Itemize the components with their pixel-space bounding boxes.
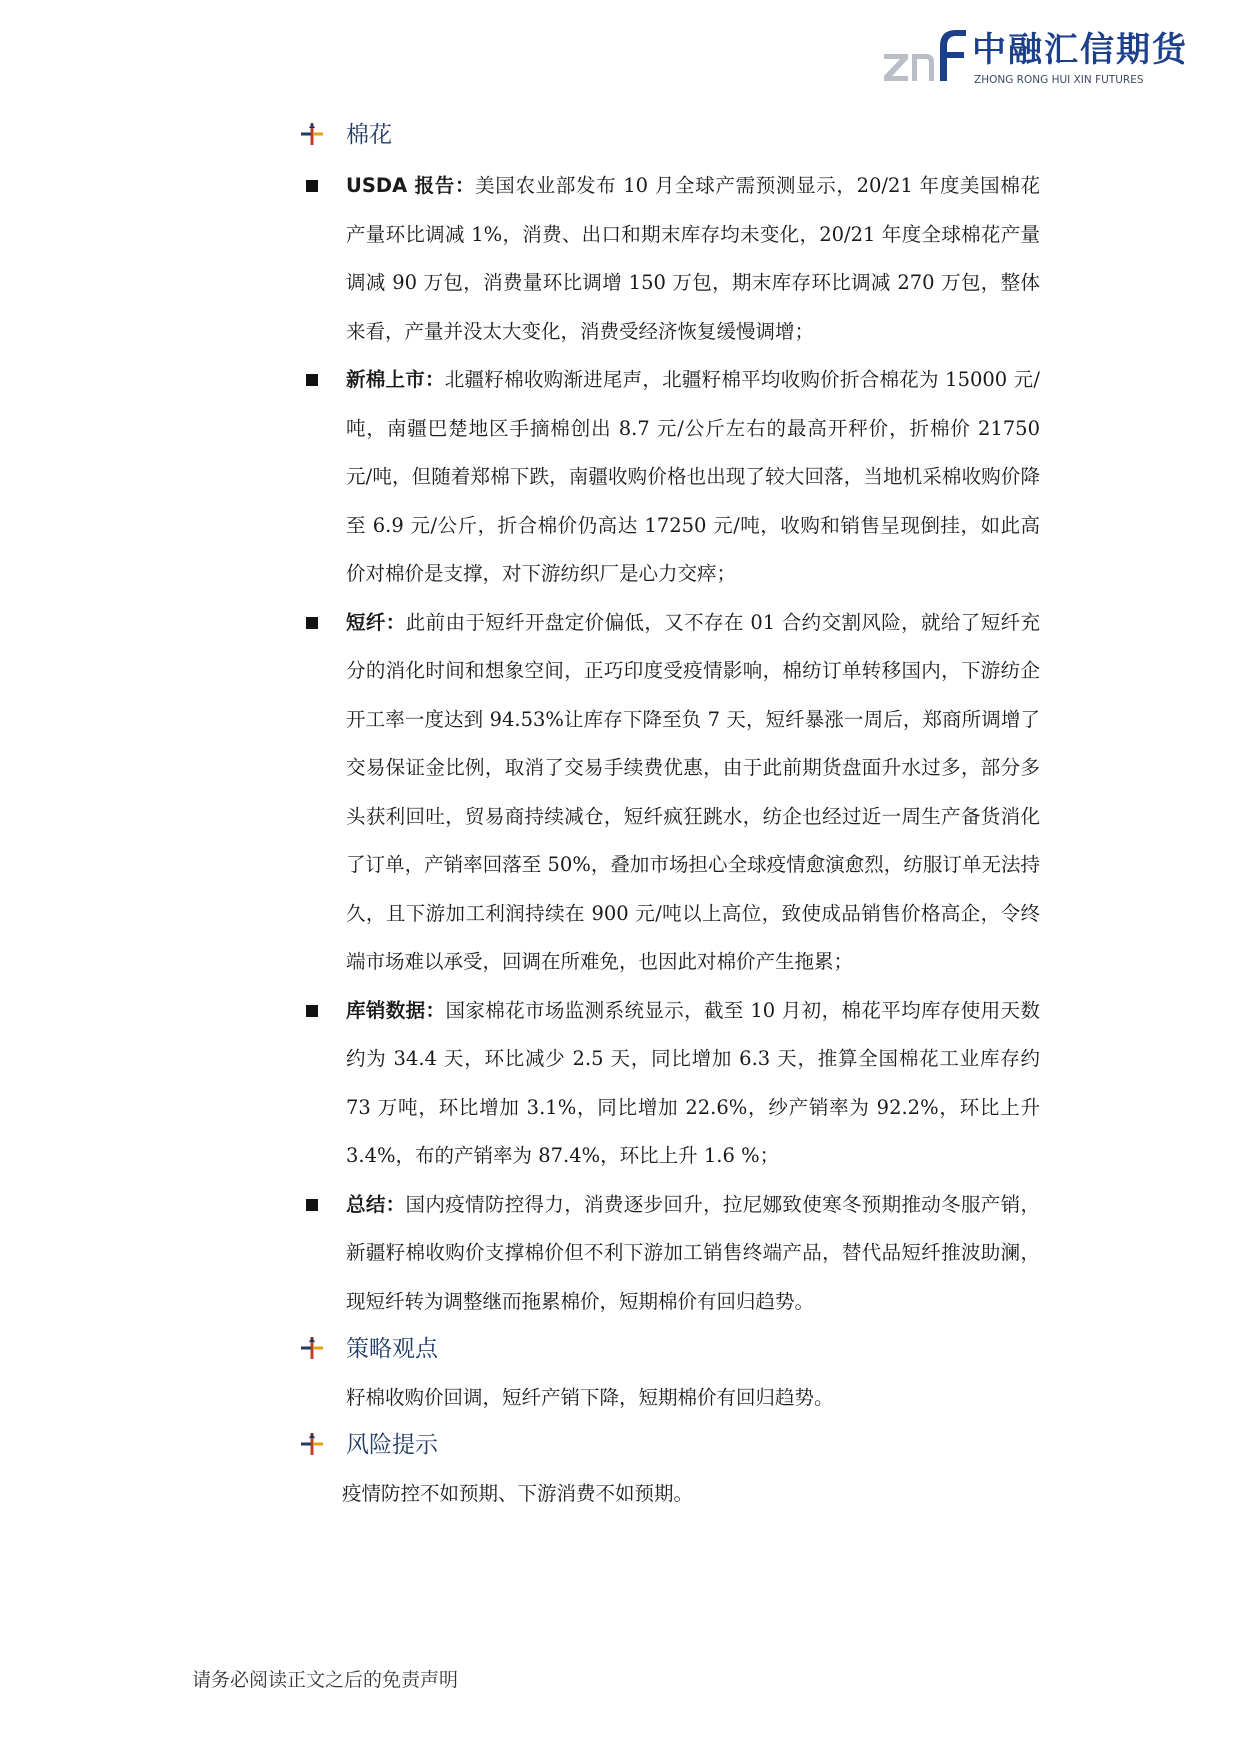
bullet-staple-fiber <box>300 599 1040 987</box>
risk-text: 疫情防控不如预期、下游消费不如预期。 <box>342 1482 694 1505</box>
bullet-square-icon <box>306 1005 318 1017</box>
bullet-summary <box>300 1181 1040 1327</box>
bullet-square-icon <box>306 180 318 192</box>
bullet-text: 此前由于短纤开盘定价偏低，又不存在 01 合约交割风险，就给了短纤充分的消化时间和想象空间，正巧印度受疫情影响，棉纺订单转移国内，下游纺企开工率一度达到 94.53%让库存下降至负 7 天，短纤暴涨一周后，郑商所调增了交易保证金比例，取消了交易手续费优惠，由于此前期货盘面升水过多，部分多头获利回吐，贸易商持续减仓，短纤疯狂跳水，纺企也经过近一周生产备货消化了订单，产销率回落至 50%，叠加市场担心全球疫情愈演愈烈，纺服订单无法持久，且下游加工利润持续在 900 元/吨以上高位，致使成品销售价格高企，令终端市场难以承受，回调在所难免，也因此对棉价产生拖累； <box>346 610 1040 973</box>
company-logo <box>880 24 1188 94</box>
section-heading-strategy <box>300 1328 1040 1372</box>
bullet-square-icon <box>306 617 318 629</box>
logo-english-name: ZHONG RONG HUI XIN FUTURES <box>974 74 1144 86</box>
bullet-label: 新棉上市： <box>346 368 445 391</box>
footer-disclaimer: 请务必阅读正文之后的免责声明 <box>192 1669 459 1691</box>
bullet-square-icon <box>306 1199 318 1211</box>
section-heading-cotton <box>300 114 1040 158</box>
bullet-text: 国内疫情防控得力，消费逐步回升，拉尼娜致使寒冬预期推动冬服产销，新疆籽棉收购价支撑棉价但不利下游加工销售终端产品，替代品短纤推波助澜，现短纤转为调整继而拖累棉价，短期棉价有回归趋势。 <box>346 1192 1040 1313</box>
cross-arrow-icon <box>300 1336 324 1360</box>
section-title-strategy: 策略观点 <box>346 1336 438 1362</box>
bullet-inventory-sales <box>300 987 1040 1181</box>
bullet-square-icon <box>306 374 318 386</box>
bullet-label: 库销数据： <box>346 998 446 1022</box>
section-title-risk: 风险提示 <box>346 1432 438 1458</box>
bullet-text: 美国农业部发布 10 月全球产需预测显示，20/21 年度美国棉花产量环比调减 1%，消费、出口和期末库存均未变化，20/21 年度全球棉花产量调减 90 万包，消费量环比调增 150 万包，期末库存环比调减 270 万包，整体来看，产量并没太大变化，消费受经济恢复缓慢调增； <box>346 174 1041 343</box>
bullet-text: 国家棉花市场监测系统显示，截至 10 月初，棉花平均库存使用天数约为 34.4 天，环比减少 2.5 天，同比增加 6.3 天，推算全国棉花工业库存约 73 万吨，环比增加 3.1%，同比增加 22.6%，纱产销率为 92.2%，环比上升 3.4%，布的产销率为 87.4%，环比上升 1.6 %； <box>346 998 1040 1167</box>
bullet-label: 总结： <box>346 1192 406 1216</box>
cross-arrow-icon <box>300 122 324 146</box>
cross-arrow-icon <box>300 1432 324 1456</box>
bullet-label: 短纤： <box>346 610 406 634</box>
section-title-cotton: 棉花 <box>346 122 392 148</box>
report-body <box>300 112 1040 1520</box>
strategy-text: 籽棉收购价回调，短纤产销下降，短期棉价有回归趋势。 <box>346 1386 834 1409</box>
bullet-new-cotton <box>300 356 1040 599</box>
bullet-label: USDA 报告： <box>346 174 476 197</box>
section-heading-risk <box>300 1424 1040 1468</box>
bullet-text: 北疆籽棉收购渐进尾声，北疆籽棉平均收购价折合棉花为 15000 元/吨，南疆巴楚地区手摘棉创出 8.7 元/公斤左右的最高开秤价，折棉价 21750 元/吨，但随着郑棉下跌，南疆收购价格也出现了较大回落，当地机采棉收购价降至 6.9 元/公斤，折合棉价仍高达 17250 元/吨，收购和销售呈现倒挂，如此高价对棉价是支撑，对下游纺织厂是心力交瘁； <box>346 368 1040 585</box>
znf-monogram-icon <box>880 24 970 86</box>
logo-chinese-name: 中融汇信期货 <box>972 30 1188 70</box>
bullet-usda-report <box>300 162 1040 356</box>
